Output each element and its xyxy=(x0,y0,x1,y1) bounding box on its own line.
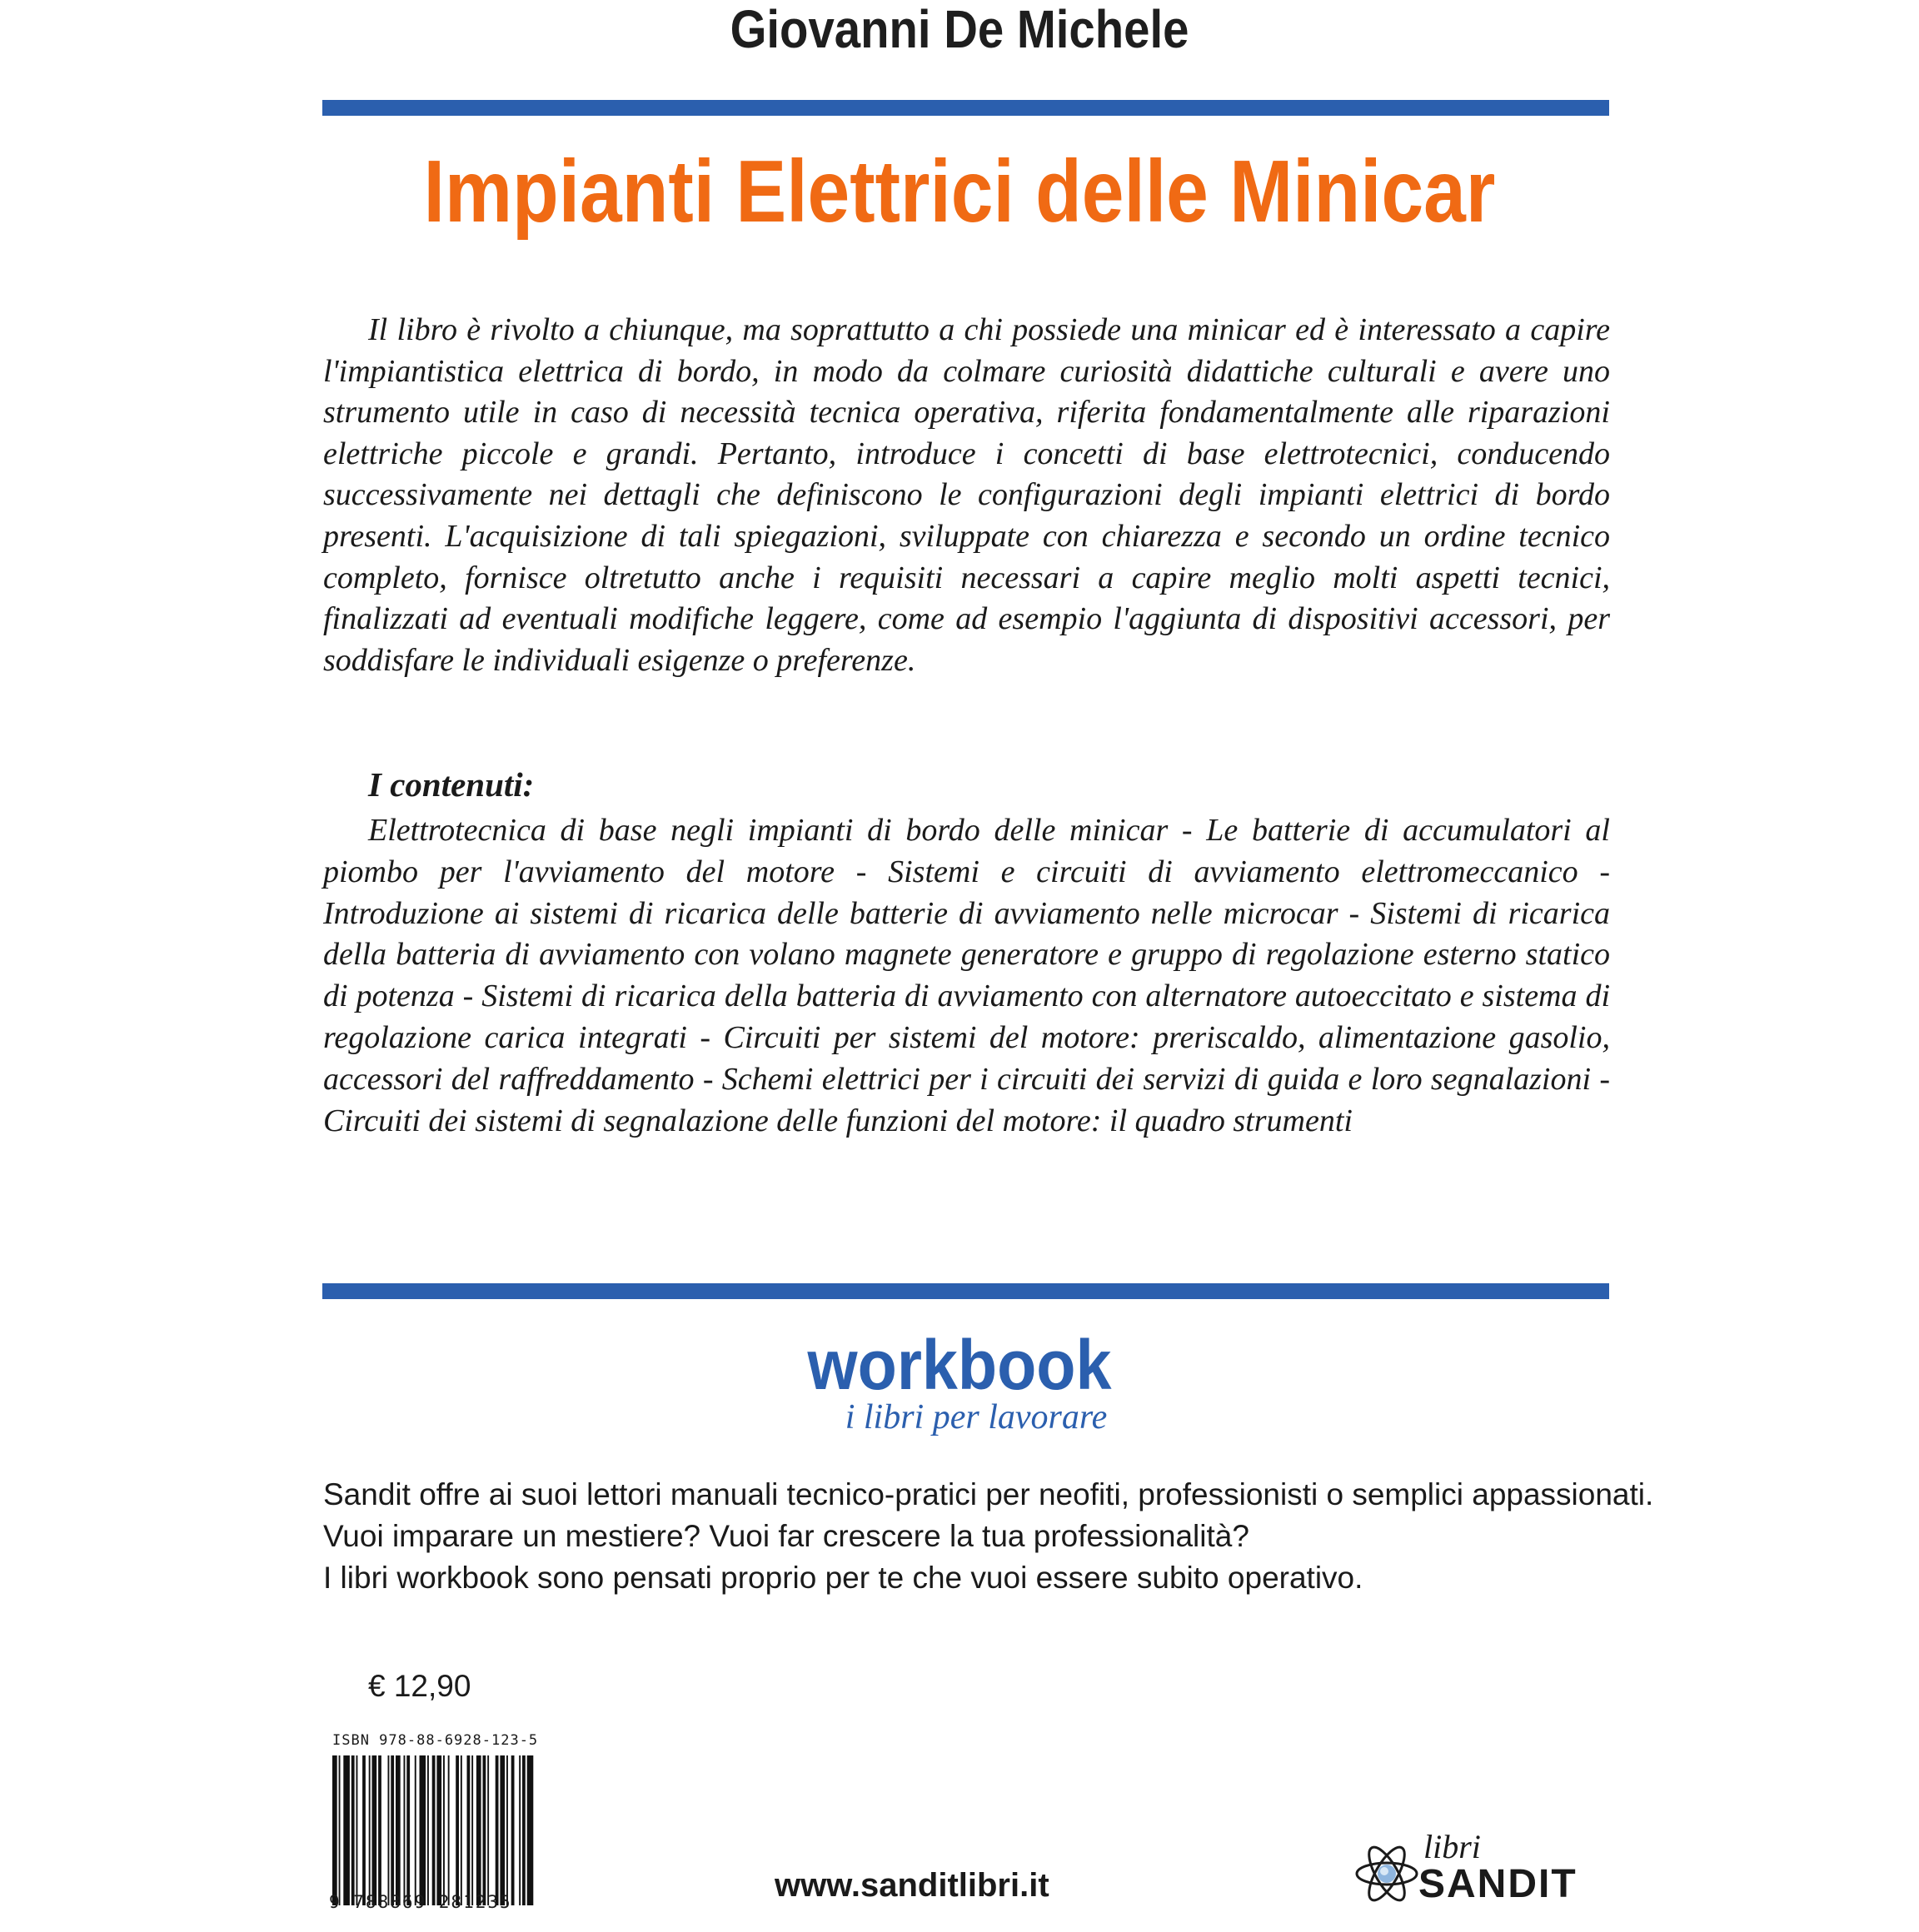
contents-list: Elettrotecnica di base negli impianti di bordo delle minicar - Le batterie di accumulatori al piombo per l'avviamento del motore - Sistemi e circuiti di avviamento elettromeccanico - Introduzione ai sistemi di ricarica delle batterie di avviamento nelle microcar - Sistemi di ricarica della batteria di avviamento con volano magnete generatore e gruppo di regolazione esterno statico di potenza - Sistemi di ricarica della batteria di avviamento con alternatore autoeccitato e sistema di regolazione carica integrati - Circuiti per sistemi del motore: preriscaldo, alimentazione gasolio, accessori del raffreddamento - Schemi elettrici per i circuiti dei servizi di guida e loro segnalazioni - Circuiti dei sistemi di segnalazione delle funzioni del motore: il quadro strumenti xyxy=(323,813,1610,1138)
author-name: Giovanni De Michele xyxy=(730,0,1189,59)
publisher-logo xyxy=(1353,1829,1587,1912)
top-divider xyxy=(322,100,1609,116)
promo-line: Sandit offre ai suoi lettori manuali tecnico-pratici per neofiti, professionisti o semplici appassionati. xyxy=(323,1477,1654,1511)
website-url[interactable]: www.sanditlibri.it xyxy=(775,1867,1049,1904)
price: € 12,90 xyxy=(368,1669,471,1703)
publisher-line1: libri xyxy=(1423,1828,1481,1865)
barcode xyxy=(329,1732,554,1919)
bottom-divider xyxy=(322,1283,1609,1299)
series-logo: workbook xyxy=(807,1326,1112,1404)
promo-line: Vuoi imparare un mestiere? Vuoi far crescere la tua professionalità? xyxy=(323,1519,1249,1553)
book-title: Impianti Elettrici delle Minicar xyxy=(423,142,1496,241)
atom-orbit-icon xyxy=(1353,1840,1420,1907)
promo-line: I libri workbook sono pensati proprio per te che vuoi essere subito operativo. xyxy=(323,1561,1363,1595)
ean-number: 9 788869 281235 xyxy=(329,1892,512,1912)
publisher-promo xyxy=(323,1474,1654,1599)
isbn-label: ISBN 978-88-6928-123-5 xyxy=(332,1732,539,1749)
publisher-line2: SANDIT xyxy=(1418,1862,1578,1906)
contents-heading: I contenuti: xyxy=(368,765,535,804)
book-description: Il libro è rivolto a chiunque, ma soprattutto a chi possiede una minicar ed è interessato a capire l'impiantistica elettrica di bordo, in modo da colmare curiosità didattiche culturali e avere uno strumento utile in caso di necessità tecnica operativa, riferita fondamentalmente alle riparazioni elettriche piccole e grandi. Pertanto, introduce i concetti di base elettrotecnici, conducendo successivamente nei dettagli che definiscono le configurazioni degli impianti elettrici di bordo presenti. L'acquisizione di tali spiegazioni, sviluppate con chiarezza e secondo un ordine tecnico completo, fornisce oltretutto anche i requisiti necessari a capire meglio molti aspetti tecnici, finalizzati ad eventuali modifiche leggere, come ad esempio l'aggiunta di dispositivi accessori, per soddisfare le individuali esigenze o preferenze. xyxy=(323,312,1610,678)
series-tagline: i libri per lavorare xyxy=(845,1398,1108,1437)
